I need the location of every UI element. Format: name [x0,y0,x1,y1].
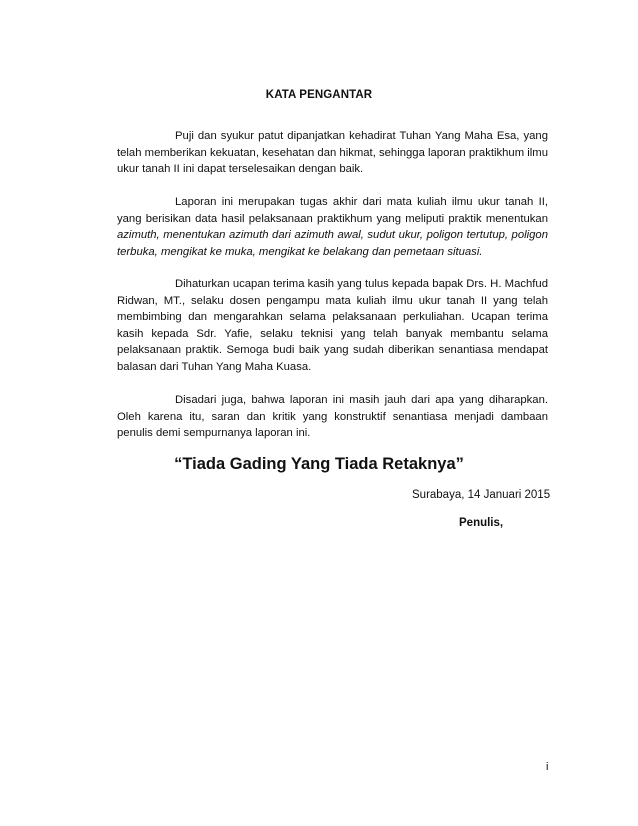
paragraph-acknowledgement [117,276,548,376]
paragraph-text: Dihaturkan ucapan terima kasih yang tulus kepada bapak Drs. H. Machfud Ridwan, MT., selaku dosen pengampu mata kuliah ilmu ukur tanah II yang telah membimbing dan mengarahkan selama pelaksanaan perkuliahan. Ucapan terima kasih kepada Sdr. Yafie, selaku teknisi yang telah banyak membantu selama pelaksanaan praktik. Semoga budi baik yang sudah diberikan senantiasa mendapat balasan dari Tuhan Yang Maha Kuasa. [117,278,548,373]
paragraph-closing [117,392,548,442]
paragraph-text: Disadari juga, bahwa laporan ini masih jauh dari apa yang diharapkan. Oleh karena itu, saran dan kritik yang konstruktif senantiasa menjadi dambaan penulis demi sempurnanya laporan ini. [117,394,548,440]
page-number: i [546,761,549,773]
paragraph-italic-text: azimuth, menentukan azimuth dari azimuth awal, sudut ukur, poligon tertutup, poligon terbuka, mengikat ke muka, mengikat ke belakang dan pemetaan situasi. [117,229,548,258]
signer: Penulis, [459,517,504,529]
page-title: KATA PENGANTAR [265,89,373,101]
motto-quote: “Tiada Gading Yang Tiada Retaknya” [174,455,464,473]
paragraph-text: Puji dan syukur patut dipanjatkan kehadirat Tuhan Yang Maha Esa, yang telah memberikan kekuatan, kesehatan dan hikmat, sehingga laporan praktikhum ilmu ukur tanah II ini dapat terselesaikan dengan baik. [117,130,548,176]
paragraph-gratitude [117,128,548,178]
place-date: Surabaya, 14 Januari 2015 [412,489,551,501]
paragraph-text: Laporan ini merupakan tugas akhir dari mata kuliah ilmu ukur tanah II, yang berisikan data hasil pelaksanaan praktikhum yang meliputi praktik menentukan [117,196,548,225]
paragraph-report-scope [117,194,548,260]
